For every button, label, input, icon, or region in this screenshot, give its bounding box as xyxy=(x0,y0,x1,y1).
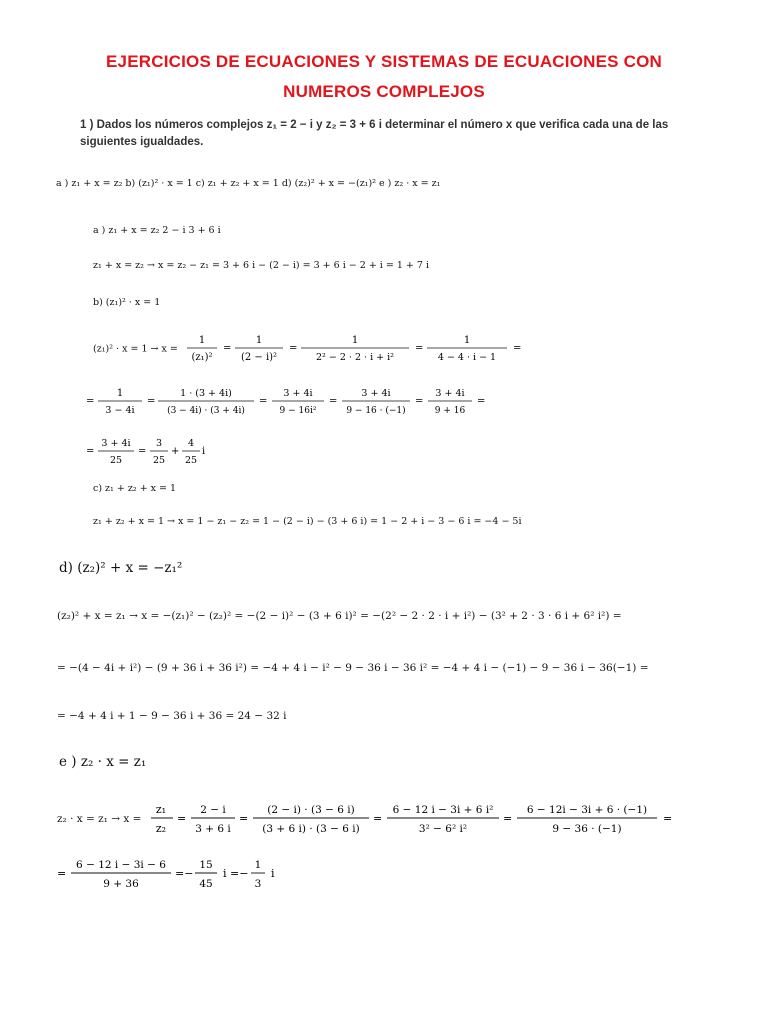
equals-sign: = xyxy=(414,343,424,354)
fraction-denominator: 4 − 4 · i − 1 xyxy=(437,352,496,363)
equals-sign: = xyxy=(512,343,522,354)
fraction-denominator: 9 − 16 · (−1) xyxy=(346,406,406,416)
fraction-denominator: 9 + 36 xyxy=(103,878,139,890)
fraction-numerator: 3 + 4i xyxy=(435,388,465,399)
fraction-numerator: 3 + 4i xyxy=(283,388,313,399)
part-a-solution: z₁ + x = z₂ → x = z₂ − z₁ = 3 + 6 i − (2 − i) = 3 + 6 i − 2 + i = 1 + 7 i xyxy=(93,260,429,271)
fraction-denominator: (z₁)² xyxy=(191,352,213,363)
fraction-denominator: 3² − 6² i² xyxy=(418,823,467,835)
fraction-denominator: (3 + 6 i) · (3 − 6 i) xyxy=(262,823,360,835)
part-b-line-3-fractions xyxy=(86,432,246,472)
fraction-numerator: 1 xyxy=(255,335,263,346)
part-a-heading: a ) z₁ + x = z₂ 2 − i 3 + 6 i xyxy=(93,225,221,236)
fraction-denominator: 3 − 4i xyxy=(105,405,135,416)
fraction-denominator: 3 + 6 i xyxy=(195,823,231,835)
fraction-numerator: 15 xyxy=(199,859,213,871)
equals-sign: = xyxy=(176,812,186,825)
equals-sign: = xyxy=(86,446,95,457)
problem-line-1: 1 ) Dados los números complejos z₁ = 2 − i y z₂ = 3 + 6 i determinar el número x que verifica cada una de las xyxy=(80,119,669,131)
fraction-denominator: 2² − 2 · 2 · i + i² xyxy=(315,352,394,363)
equals-sign: = xyxy=(329,396,338,407)
plus-sign: + xyxy=(171,446,180,457)
part-d-heading: d) (z₂)² + x = −z₁² xyxy=(59,560,183,576)
fraction-numerator: (2 − i) · (3 − 6 i) xyxy=(267,804,355,816)
equals-sign: = xyxy=(57,867,67,880)
equals-minus-sign: =− xyxy=(175,867,194,880)
fraction-numerator: z₁ xyxy=(155,803,166,816)
part-b-line-2 xyxy=(86,382,506,422)
fraction-denominator: 9 − 36 · (−1) xyxy=(552,823,622,835)
fraction-denominator: 45 xyxy=(199,878,213,890)
part-d-line-3: = −4 + 4 i + 1 − 9 − 36 i + 36 = 24 − 32 i xyxy=(57,710,287,722)
fraction-numerator: 2 − i xyxy=(200,804,226,816)
fraction-denominator: (3 − 4i) · (3 + 4i) xyxy=(167,406,245,416)
equals-sign: = xyxy=(415,396,424,407)
equals-sign: = xyxy=(477,396,486,407)
imaginary-unit-equals-minus: i =− xyxy=(223,867,249,880)
part-b-line-1-fractions xyxy=(185,329,545,369)
equals-sign: = xyxy=(222,343,232,354)
imaginary-unit: i xyxy=(202,446,206,457)
fraction-denominator: 25 xyxy=(184,455,198,466)
problem-line-2: siguientes igualdades. xyxy=(80,136,204,148)
part-b-line-3 xyxy=(86,432,246,472)
fraction-numerator: 1 xyxy=(463,335,471,346)
imaginary-unit: i xyxy=(271,867,275,880)
title-line-1: EJERCICIOS DE ECUACIONES Y SISTEMAS DE ECUACIONES CON xyxy=(106,52,662,71)
fraction-numerator: 1 xyxy=(351,335,359,346)
problem-statement xyxy=(80,117,740,151)
fraction-denominator: 9 − 16i² xyxy=(279,406,317,416)
fraction-denominator: 3 xyxy=(254,878,262,890)
fraction-numerator: 6 − 12 i − 3i − 6 xyxy=(76,859,166,871)
equals-sign: = xyxy=(372,812,382,825)
part-e-line-1-fractions xyxy=(149,797,689,841)
part-c-heading: c) z₁ + z₂ + x = 1 xyxy=(93,483,177,494)
equals-sign: = xyxy=(259,396,268,407)
equals-sign: = xyxy=(147,396,156,407)
part-b-line-2-fractions xyxy=(86,382,506,422)
equals-sign: = xyxy=(238,812,248,825)
fraction-denominator: 25 xyxy=(109,455,123,466)
part-e-line-1 xyxy=(57,797,689,841)
equals-sign: = xyxy=(502,812,512,825)
fraction-numerator: 4 xyxy=(187,438,195,449)
part-e-line-2-fractions xyxy=(57,852,297,896)
part-b-heading: b) (z₁)² · x = 1 xyxy=(93,297,161,308)
fraction-numerator: 1 xyxy=(198,335,206,346)
fraction-numerator: 6 − 12i − 3i + 6 · (−1) xyxy=(526,804,647,816)
part-c-solution: z₁ + z₂ + x = 1 → x = 1 − z₁ − z₂ = 1 − (2 − i) − (3 + 6 i) = 1 − 2 + i − 3 − 6 i = −4 − 5i xyxy=(93,516,522,527)
equals-sign: = xyxy=(288,343,298,354)
part-d-line-1: (z₂)² + x = z₁ → x = −(z₁)² − (z₂)² = −(2 − i)² − (3 + 6 i)² = −(2² − 2 · 2 · i + i²) − (3² + 2 · 3 · 6 i + 6² i²) = xyxy=(57,610,622,622)
fraction-numerator: 1 xyxy=(116,388,124,399)
part-e-line-2 xyxy=(57,852,297,896)
part-e-line-1-lhs: z₂ · x = z₁ → x = xyxy=(57,813,142,825)
title-line-2: NUMEROS COMPLEJOS xyxy=(283,82,485,101)
fraction-denominator: 25 xyxy=(152,455,166,466)
part-d-line-2: = −(4 − 4i + i²) − (9 + 36 i + 36 i²) = −4 + 4 i − i² − 9 − 36 i − 36 i² = −4 + 4 i − (−1) − 9 − 36 i − 36(−1) = xyxy=(57,662,649,674)
part-b-line-1-lhs: (z₁)² · x = 1 → x = xyxy=(93,343,178,355)
fraction-denominator: 9 + 16 xyxy=(434,406,466,416)
part-b-line-1 xyxy=(93,329,545,369)
exercise-statements: a ) z₁ + x = z₂ b) (z₁)² · x = 1 c) z₁ + z₂ + x = 1 d) (z₂)² + x = −(z₁)² e ) z₂ · x = z₁ xyxy=(56,178,441,189)
fraction-numerator: 1 xyxy=(254,859,262,871)
part-e-heading: e ) z₂ · x = z₁ xyxy=(59,754,147,770)
fraction-numerator: 1 · (3 + 4i) xyxy=(180,388,232,399)
fraction-denominator: (2 − i)² xyxy=(240,352,277,363)
equals-sign: = xyxy=(86,396,95,407)
equals-sign: = xyxy=(662,812,672,825)
fraction-numerator: 3 + 4i xyxy=(361,388,391,399)
fraction-numerator: 3 xyxy=(155,438,163,449)
equals-sign: = xyxy=(138,446,147,457)
fraction-denominator: z₂ xyxy=(155,822,166,835)
fraction-numerator: 3 + 4i xyxy=(101,438,131,449)
fraction-numerator: 6 − 12 i − 3i + 6 i² xyxy=(392,804,494,816)
